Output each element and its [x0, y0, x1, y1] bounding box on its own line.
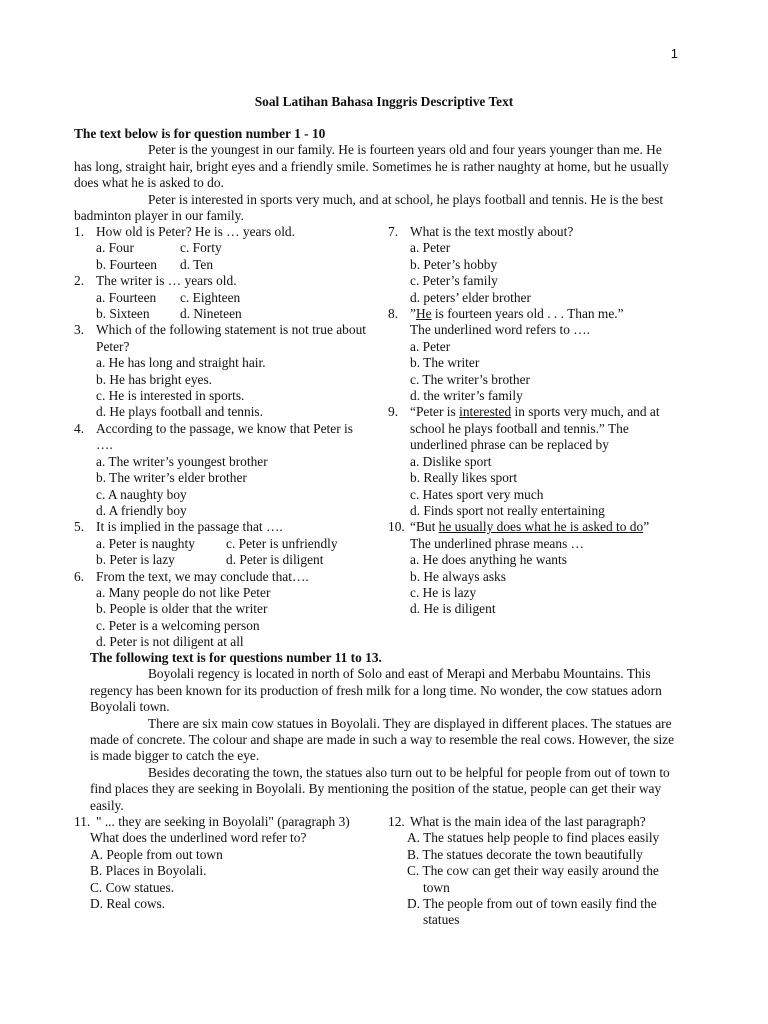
option[interactable]: c. Peter’s family: [410, 273, 498, 289]
option[interactable]: c. He is lazy: [410, 584, 477, 600]
question-11-block: [74, 814, 374, 912]
option[interactable]: a. Peter: [410, 240, 451, 256]
underlined-word: interested: [459, 404, 512, 420]
question-text: How old is Peter? He is … years old.: [96, 224, 295, 239]
passage-2: [90, 650, 678, 814]
option[interactable]: d. A friendly boy: [96, 502, 187, 518]
option-row: [74, 536, 370, 552]
passage-2-paragraph-3: Besides decorating the town, the statues also turn out to be helpful for people from out of town to find places they are seeking in Boyolali. By mentioning the position of the statue, people can get their way easily.: [90, 764, 670, 813]
question-number: 8.: [388, 306, 399, 322]
option[interactable]: b. He has bright eyes.: [96, 371, 213, 387]
page-title: Soal Latihan Bahasa Inggris Descriptive Text: [254, 94, 514, 109]
question-12-block: [388, 814, 678, 929]
underlined-phrase: he usually does what he is asked to do: [438, 519, 644, 535]
option[interactable]: a. He has long and straight hair.: [96, 355, 266, 371]
question-text: According to the passage, we know that Peter is ….: [96, 420, 353, 453]
option[interactable]: b. Peter is lazy: [96, 552, 175, 568]
option[interactable]: b. The writer: [410, 355, 480, 371]
question-number: 3.: [74, 322, 85, 338]
option[interactable]: c. Peter is a welcoming person: [96, 617, 260, 633]
question-text: What is the main idea of the last paragraph?: [410, 814, 646, 829]
option[interactable]: C. Cow statues.: [90, 879, 175, 895]
question-12: [388, 814, 678, 830]
question-text-pre: “But: [410, 519, 439, 535]
question-10: [388, 519, 678, 535]
option[interactable]: A. The statues help people to find places easily: [407, 830, 660, 846]
option[interactable]: D. Real cows.: [90, 896, 166, 912]
option[interactable]: d. Peter is diligent: [226, 552, 324, 568]
option[interactable]: b. Sixteen: [96, 306, 150, 322]
question-1: [74, 224, 370, 240]
passage-1-paragraph-1: Peter is the youngest in our family. He is fourteen years old and four years younger than me. He has long, straight hair, bright eyes and a friendly smile. Sometimes he is rather naughty at home, but he usually does what he is asked to do.: [74, 142, 669, 191]
option-row: [74, 257, 370, 273]
option[interactable]: a. Four: [96, 240, 134, 256]
option[interactable]: c. Hates sport very much: [410, 486, 544, 502]
option-row: [74, 240, 370, 256]
option[interactable]: d. Nineteen: [180, 306, 242, 322]
question-text-pre: ”: [410, 306, 416, 322]
question-text-post: is fourteen years old . . . Than me.”: [431, 306, 624, 322]
section2-heading: The following text is for questions number 11 to 13.: [90, 650, 382, 665]
option[interactable]: B. The statues decorate the town beautifully: [407, 846, 643, 862]
question-text: The writer is … years old.: [96, 273, 237, 289]
option[interactable]: a. The writer’s youngest brother: [96, 453, 268, 469]
question-3: [74, 322, 370, 355]
option[interactable]: A. People from out town: [90, 846, 223, 862]
option[interactable]: d. the writer’s family: [410, 388, 523, 404]
question-5: [74, 519, 370, 535]
section1-heading: The text below is for question number 1 - 10: [74, 126, 326, 141]
option[interactable]: D. The people from out of town easily find the statues: [407, 896, 657, 928]
question-number: 9.: [388, 404, 399, 420]
passage-2-paragraph-1: Boyolali regency is located in north of Solo and east of Merapi and Merbabu Mountains. This regency has been known for its production of fresh milk for a long time. No wonder, the cow statues adorn Boyolali town.: [90, 666, 662, 715]
option[interactable]: a. Peter: [410, 338, 451, 354]
option[interactable]: d. Finds sport not really entertaining: [410, 502, 605, 518]
question-subtext: The underlined phrase means …: [410, 535, 585, 551]
option[interactable]: d. He plays football and tennis.: [96, 404, 263, 420]
option[interactable]: c. He is interested in sports.: [96, 388, 245, 404]
option-row: [74, 290, 370, 306]
option[interactable]: b. He always asks: [410, 568, 506, 584]
question-9: [388, 404, 678, 453]
question-text: What is the text mostly about?: [410, 224, 574, 239]
question-number: 7.: [388, 224, 399, 239]
question-subtext: The underlined word refers to ….: [410, 322, 590, 338]
option[interactable]: d. peters’ elder brother: [410, 289, 531, 305]
option[interactable]: b. Fourteen: [96, 256, 157, 272]
question-number: 6.: [74, 568, 85, 584]
question-text: It is implied in the passage that ….: [96, 519, 283, 535]
questions-left-column: [74, 224, 370, 651]
option[interactable]: d. He is diligent: [410, 601, 496, 617]
option-row: [74, 306, 370, 322]
option[interactable]: B. Places in Boyolali.: [90, 863, 207, 879]
option[interactable]: c. The writer’s brother: [410, 371, 530, 387]
option[interactable]: C. The cow can get their way easily around the town: [407, 863, 659, 895]
question-number: 12.: [388, 814, 405, 829]
question-number: 4.: [74, 420, 85, 436]
question-text-pre: “Peter is: [410, 404, 460, 420]
option[interactable]: a. Dislike sport: [410, 453, 492, 469]
option[interactable]: a. Fourteen: [96, 289, 157, 305]
passage-1-paragraph-2: Peter is interested in sports very much, and at school, he plays football and tennis. He is the best badminton player in our family.: [74, 191, 664, 224]
question-4: [74, 421, 370, 454]
option[interactable]: c. Forty: [180, 240, 222, 256]
page-number: 1: [670, 46, 678, 61]
question-text: From the text, we may conclude that….: [96, 568, 309, 584]
option[interactable]: b. Really likes sport: [410, 470, 518, 486]
question-2: [74, 273, 370, 289]
question-number: 11.: [74, 814, 91, 829]
question-text-post: ”: [643, 519, 650, 535]
question-text: Which of the following statement is not true about Peter?: [96, 322, 366, 354]
question-number: 2.: [74, 273, 85, 289]
option[interactable]: c. Peter is unfriendly: [226, 535, 338, 551]
option[interactable]: b. People is older that the writer: [96, 601, 268, 617]
question-8: [388, 306, 678, 322]
option[interactable]: d. Ten: [180, 256, 214, 272]
passage-1: [74, 126, 676, 224]
underlined-word: He: [415, 306, 432, 322]
option-row: [74, 552, 370, 568]
question-7: [388, 224, 678, 240]
question-6: [74, 569, 370, 585]
question-11: [74, 814, 374, 830]
option[interactable]: c. Eighteen: [180, 289, 241, 305]
question-subtext: What does the underlined word refer to?: [90, 830, 307, 846]
option[interactable]: a. Peter is naughty: [96, 535, 195, 551]
question-text: " ... they are seeking in Boyolali" (paragraph 3): [96, 814, 350, 829]
option[interactable]: b. The writer’s elder brother: [96, 470, 247, 486]
option[interactable]: a. He does anything he wants: [410, 552, 567, 568]
question-number: 10.: [388, 519, 405, 535]
question-number: 1.: [74, 224, 85, 239]
question-number: 5.: [74, 519, 85, 535]
passage-2-paragraph-2: There are six main cow statues in Boyolali. They are displayed in different places. The statues are made of concrete. The colour and shape are made in such a way to resemble the real cows. However, the size is made bigger to catch the eye.: [90, 715, 675, 764]
questions-right-column: [388, 224, 678, 618]
option[interactable]: b. Peter’s hobby: [410, 256, 498, 272]
option[interactable]: a. Many people do not like Peter: [96, 584, 271, 600]
option[interactable]: d. Peter is not diligent at all: [96, 634, 244, 650]
option[interactable]: c. A naughty boy: [96, 486, 187, 502]
question-text-post: in sports very much, and at school he plays football and tennis.” The underlined phrase can be replaced by: [410, 404, 660, 453]
